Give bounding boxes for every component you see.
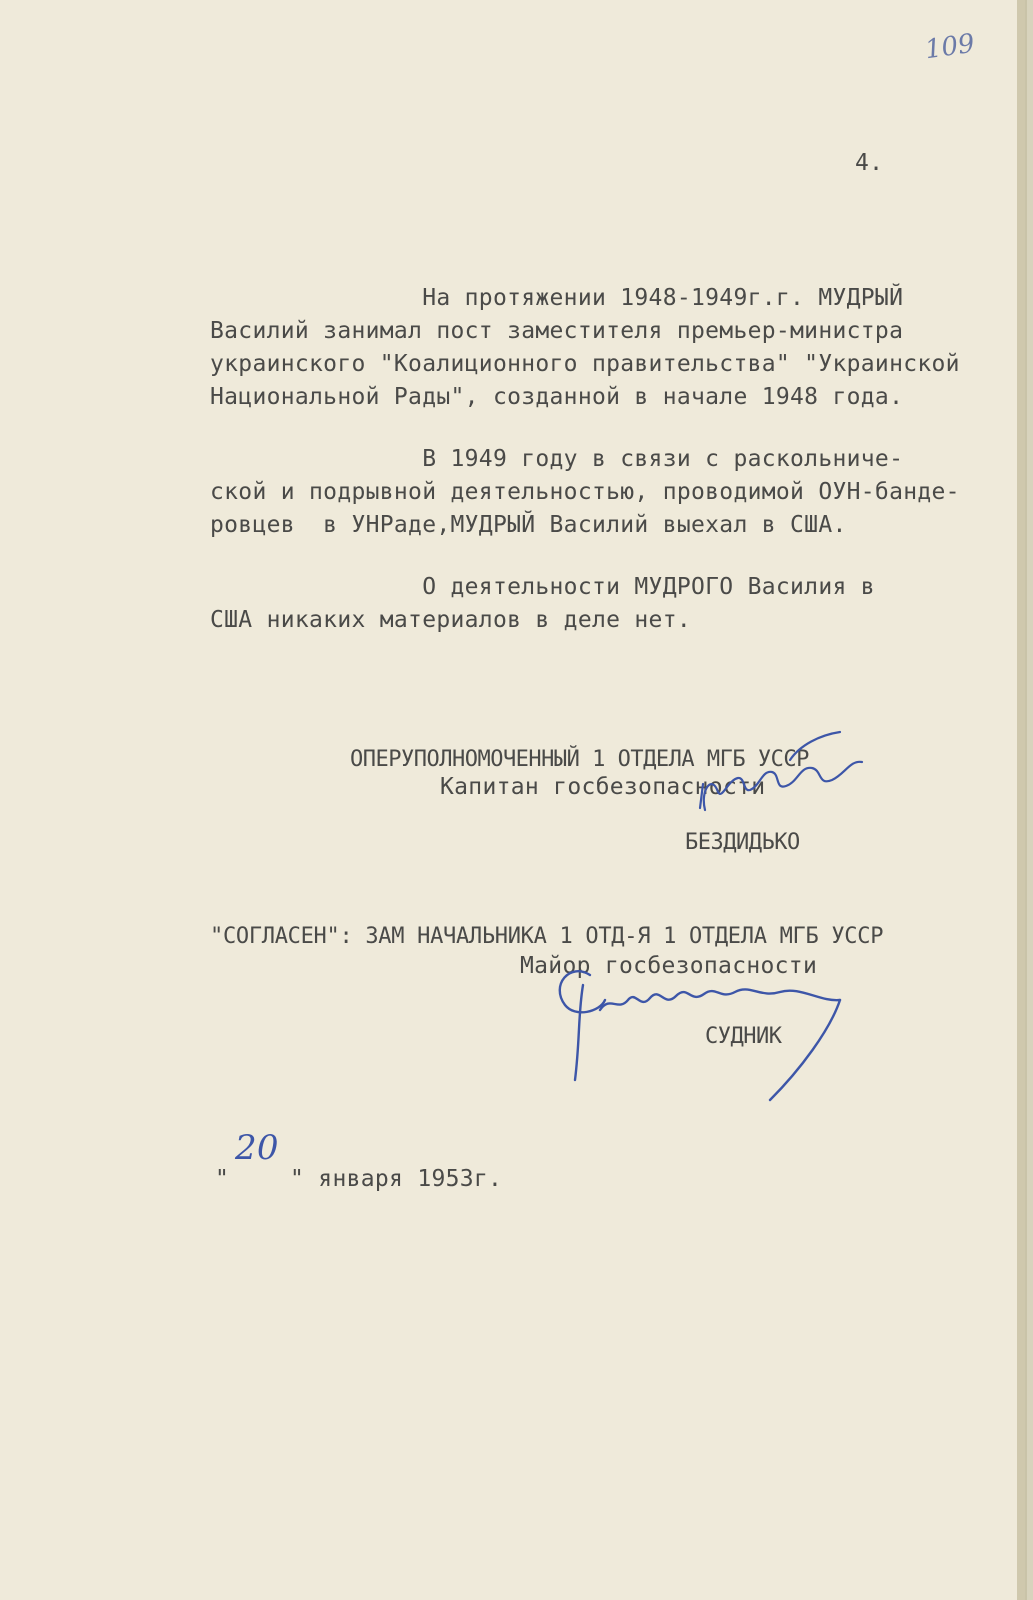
paragraph-1-line-3: украинского "Коалиционного правительства" "Украинской bbox=[210, 351, 960, 377]
paragraph-3-line-1: О деятельности МУДРОГО Василия в bbox=[210, 574, 875, 600]
date-rest: " января 1953г. bbox=[290, 1166, 503, 1192]
paragraph-2-line-3: ровцев в УНРаде,МУДРЫЙ Василий выехал в США. bbox=[210, 512, 847, 538]
signer-1-rank: Капитан госбезопасности bbox=[440, 774, 766, 800]
date-open-quote: " bbox=[215, 1166, 230, 1192]
approval-label: "СОГЛАСЕН": ЗАМ НАЧАЛЬНИКА 1 ОТД-Я 1 ОТДЕЛА МГБ УССР bbox=[210, 924, 884, 949]
approval-name: СУДНИК bbox=[705, 1024, 782, 1049]
signer-1-title: ОПЕРУПОЛНОМОЧЕННЫЙ 1 ОТДЕЛА МГБ УССР bbox=[350, 747, 809, 772]
paragraph-2-line-2: ской и подрывной деятельностью, проводимой ОУН-банде- bbox=[210, 479, 960, 505]
page-number: 4. bbox=[855, 150, 884, 176]
paragraph-1-line-4: Национальной Рады", созданной в начале 1948 года. bbox=[210, 384, 904, 410]
date-day-handwritten: 20 bbox=[235, 1128, 279, 1168]
paragraph-2-line-1: В 1949 году в связи с раскольниче- bbox=[210, 446, 904, 472]
paragraph-3-line-2: США никаких материалов в деле нет. bbox=[210, 607, 692, 633]
approval-rank: Майор госбезопасности bbox=[520, 953, 818, 979]
archive-page-number: 109 bbox=[923, 28, 977, 66]
signer-1-name: БЕЗДИДЬКО bbox=[685, 830, 800, 855]
paragraph-1-line-1: На протяжении 1948-1949г.г. МУДРЫЙ bbox=[210, 285, 904, 311]
paragraph-1-line-2: Василий занимал пост заместителя премьер-министра bbox=[210, 318, 904, 344]
